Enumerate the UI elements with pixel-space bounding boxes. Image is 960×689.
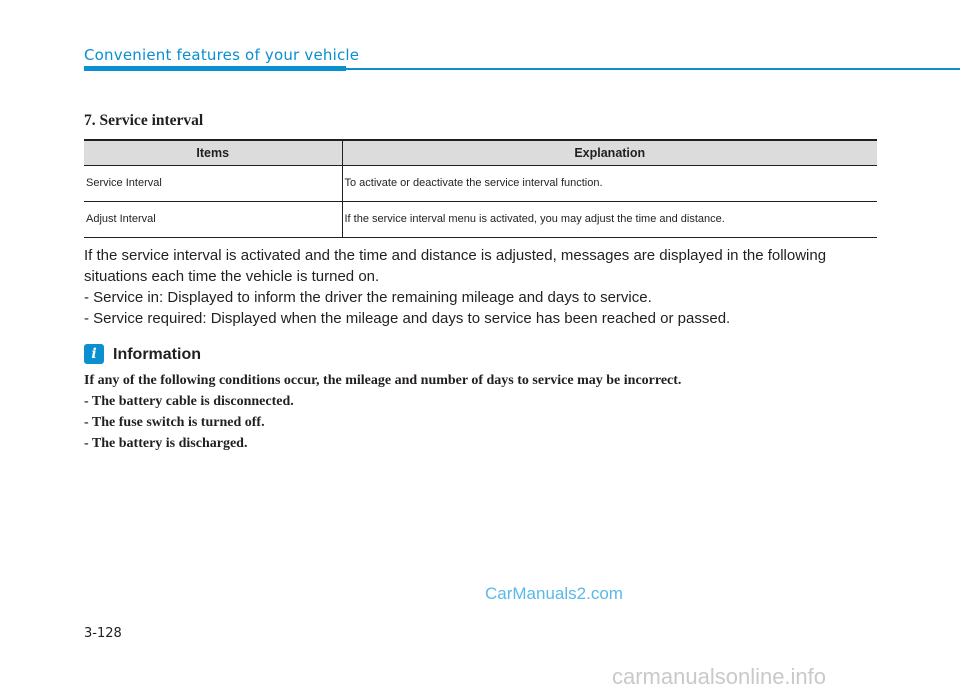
body-text [84,245,884,329]
info-icon: i [84,344,104,364]
watermark-link[interactable]: CarManuals2.com [485,584,623,603]
header-accent-bar [84,66,346,71]
column-header-items: Items [84,140,342,165]
info-intro: If any of the following conditions occur, the mileage and number of days to service may be incorrect. [84,373,682,388]
header-rule [346,68,960,70]
table-cell-explanation: To activate or deactivate the service interval function. [342,165,877,201]
info-item: - The battery is discharged. [84,436,248,451]
info-item: - The battery cable is disconnected. [84,394,294,409]
page-number: 3-128 [84,626,122,641]
body-paragraph: If the service interval is activated and the time and distance is adjusted, messages are displayed in the following situations each time the vehicle is turned on. [84,247,827,285]
column-header-explanation: Explanation [342,140,877,165]
service-interval-table [84,139,877,238]
table-cell-item: Adjust Interval [84,201,342,237]
bullet-service-in: - Service in: Displayed to inform the driver the remaining mileage and days to service. [84,289,652,306]
footer-watermark: carmanualsonline.info [612,664,827,689]
table-header-row [84,140,877,165]
table-cell-item: Service Interval [84,165,342,201]
info-title: Information [113,346,201,363]
bullet-service-required: - Service required: Displayed when the mileage and days to service has been reached or passed. [84,310,731,327]
section-title: 7. Service interval [84,112,204,129]
info-item: - The fuse switch is turned off. [84,415,265,430]
table-cell-explanation: If the service interval menu is activated, you may adjust the time and distance. [342,201,877,237]
info-box-text [84,370,884,454]
chapter-header-title: Convenient features of your vehicle [84,46,360,64]
table-row [84,165,877,201]
table-row [84,201,877,237]
